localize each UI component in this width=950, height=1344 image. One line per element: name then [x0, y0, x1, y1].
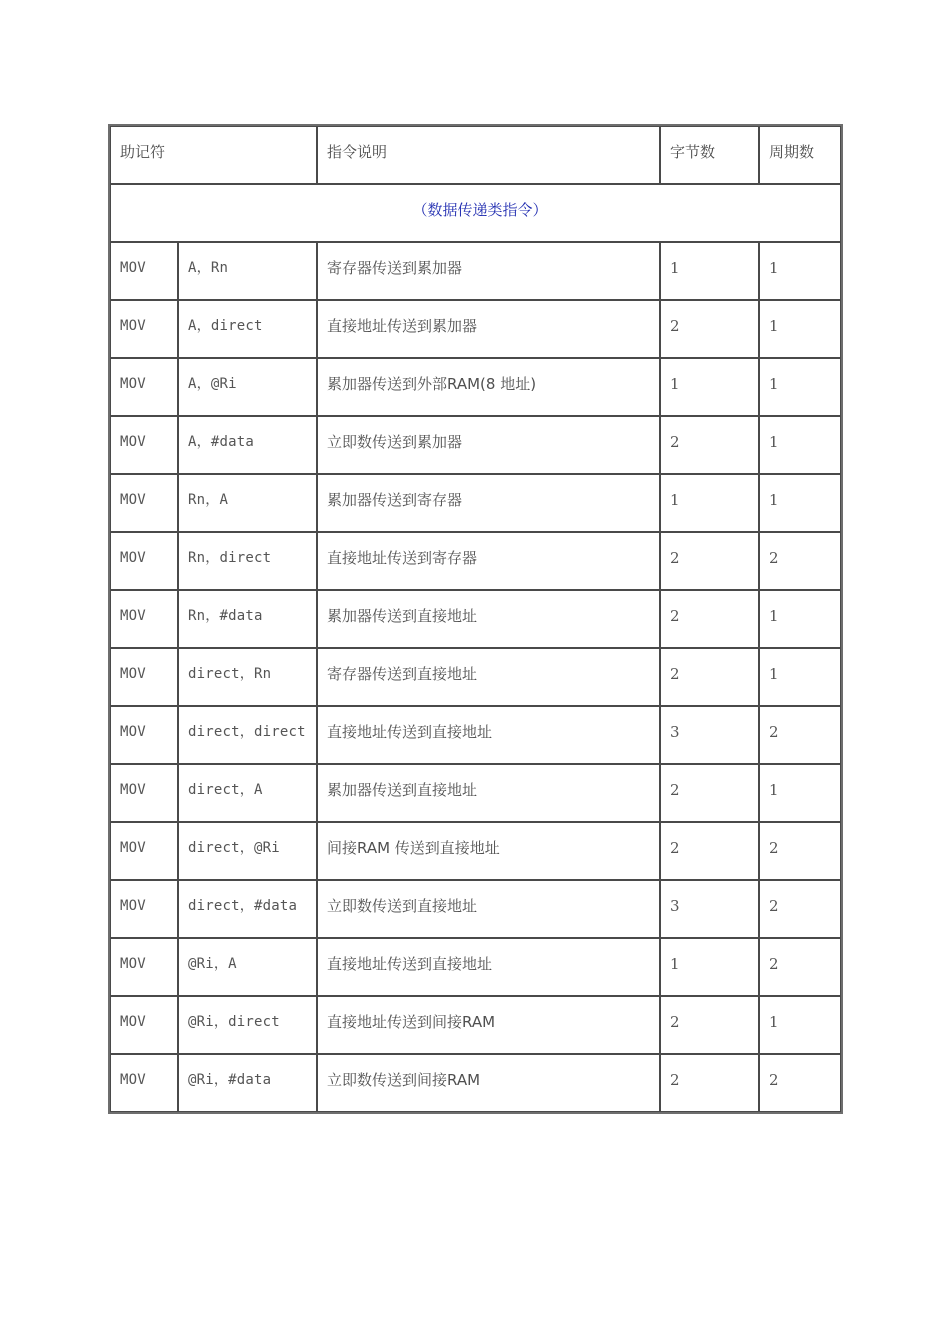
- cycles-cell: [759, 416, 841, 474]
- bytes-cell: [660, 242, 759, 300]
- table-row: [110, 1054, 841, 1112]
- cycles-cell-text: 1: [769, 1013, 779, 1031]
- operands-cell-text: A，Rn: [188, 260, 229, 276]
- table-row: [110, 938, 841, 996]
- table-row: [110, 648, 841, 706]
- table-row: [110, 474, 841, 532]
- operands-cell: [178, 764, 317, 822]
- table-row: [110, 358, 841, 416]
- opcode-cell: [110, 648, 178, 706]
- description-cell-text: 直接地址传送到直接地址: [327, 723, 493, 741]
- operands-cell-text: @Ri，#data: [188, 1072, 272, 1088]
- cycles-cell: [759, 358, 841, 416]
- description-cell: [317, 532, 660, 590]
- cycles-cell-text: 1: [769, 781, 779, 799]
- header-mnemonic: [110, 126, 317, 184]
- bytes-cell: [660, 300, 759, 358]
- operands-cell-text: A，@Ri: [188, 376, 237, 392]
- opcode-cell-text: MOV: [120, 1072, 146, 1088]
- table-row: [110, 532, 841, 590]
- operands-cell: [178, 474, 317, 532]
- cycles-cell: [759, 880, 841, 938]
- cycles-cell: [759, 706, 841, 764]
- operands-cell-text: Rn，A: [188, 492, 229, 508]
- bytes-cell-text: 2: [670, 665, 680, 683]
- opcode-cell: [110, 938, 178, 996]
- description-cell: [317, 590, 660, 648]
- opcode-cell: [110, 1054, 178, 1112]
- cycles-cell-text: 2: [769, 839, 779, 857]
- operands-cell-text: @Ri，direct: [188, 1014, 280, 1030]
- operands-cell: [178, 822, 317, 880]
- bytes-cell: [660, 996, 759, 1054]
- cycles-cell: [759, 590, 841, 648]
- description-cell: [317, 764, 660, 822]
- bytes-cell-text: 2: [670, 433, 680, 451]
- opcode-cell: [110, 880, 178, 938]
- bytes-cell-text: 2: [670, 607, 680, 625]
- cycles-cell: [759, 822, 841, 880]
- description-cell: [317, 416, 660, 474]
- operands-cell: [178, 242, 317, 300]
- opcode-cell: [110, 358, 178, 416]
- bytes-cell: [660, 358, 759, 416]
- bytes-cell-text: 3: [670, 723, 680, 741]
- opcode-cell: [110, 300, 178, 358]
- bytes-cell-text: 1: [670, 955, 680, 973]
- section-row: [110, 184, 841, 242]
- operands-cell: [178, 300, 317, 358]
- header-mnemonic-label: 助记符: [120, 143, 166, 161]
- opcode-cell-text: MOV: [120, 724, 146, 740]
- opcode-cell: [110, 706, 178, 764]
- bytes-cell: [660, 938, 759, 996]
- table-row: [110, 706, 841, 764]
- operands-cell-text: direct，@Ri: [188, 840, 280, 856]
- description-cell-text: 直接地址传送到间接RAM: [327, 1013, 496, 1031]
- cycles-cell-text: 2: [769, 723, 779, 741]
- bytes-cell-text: 2: [670, 839, 680, 857]
- description-cell-text: 寄存器传送到直接地址: [327, 665, 478, 683]
- cycles-cell: [759, 532, 841, 590]
- header-description-label: 指令说明: [327, 143, 388, 161]
- opcode-cell-text: MOV: [120, 318, 146, 334]
- table-row: [110, 300, 841, 358]
- description-cell-text: 立即数传送到累加器: [327, 433, 463, 451]
- description-cell: [317, 938, 660, 996]
- description-cell-text: 累加器传送到外部RAM(8 地址): [327, 375, 537, 393]
- cycles-cell: [759, 300, 841, 358]
- opcode-cell: [110, 242, 178, 300]
- bytes-cell-text: 1: [670, 491, 680, 509]
- cycles-cell-text: 1: [769, 433, 779, 451]
- bytes-cell-text: 2: [670, 1013, 680, 1031]
- opcode-cell-text: MOV: [120, 550, 146, 566]
- opcode-cell-text: MOV: [120, 666, 146, 682]
- cycles-cell-text: 1: [769, 317, 779, 335]
- description-cell: [317, 358, 660, 416]
- opcode-cell: [110, 474, 178, 532]
- bytes-cell-text: 2: [670, 1071, 680, 1089]
- opcode-cell: [110, 764, 178, 822]
- cycles-cell: [759, 996, 841, 1054]
- cycles-cell-text: 1: [769, 607, 779, 625]
- bytes-cell-text: 1: [670, 259, 680, 277]
- description-cell-text: 直接地址传送到寄存器: [327, 549, 478, 567]
- operands-cell-text: direct，#data: [188, 898, 298, 914]
- section-cell: [110, 184, 841, 242]
- table-row: [110, 590, 841, 648]
- cycles-cell: [759, 474, 841, 532]
- bytes-cell: [660, 822, 759, 880]
- table-row: [110, 996, 841, 1054]
- header-row: [110, 126, 841, 184]
- instruction-table: [108, 124, 843, 1114]
- bytes-cell: [660, 1054, 759, 1112]
- description-cell-text: 间接RAM 传送到直接地址: [327, 839, 500, 857]
- opcode-cell-text: MOV: [120, 840, 146, 856]
- bytes-cell: [660, 416, 759, 474]
- description-cell-text: 直接地址传送到累加器: [327, 317, 478, 335]
- description-cell-text: 累加器传送到寄存器: [327, 491, 463, 509]
- operands-cell: [178, 1054, 317, 1112]
- header-cycles-label: 周期数: [769, 143, 815, 161]
- description-cell: [317, 648, 660, 706]
- operands-cell-text: Rn，direct: [188, 550, 272, 566]
- opcode-cell-text: MOV: [120, 898, 146, 914]
- header-bytes-label: 字节数: [670, 143, 716, 161]
- description-cell: [317, 822, 660, 880]
- opcode-cell: [110, 822, 178, 880]
- table-row: [110, 764, 841, 822]
- cycles-cell: [759, 938, 841, 996]
- description-cell-text: 寄存器传送到累加器: [327, 259, 463, 277]
- operands-cell-text: A，#data: [188, 434, 254, 450]
- cycles-cell-text: 2: [769, 549, 779, 567]
- operands-cell: [178, 590, 317, 648]
- cycles-cell: [759, 648, 841, 706]
- opcode-cell: [110, 590, 178, 648]
- header-bytes: [660, 126, 759, 184]
- operands-cell-text: direct，Rn: [188, 666, 272, 682]
- operands-cell-text: A，direct: [188, 318, 263, 334]
- description-cell: [317, 996, 660, 1054]
- header-cycles: [759, 126, 841, 184]
- description-cell-text: 立即数传送到间接RAM: [327, 1071, 481, 1089]
- cycles-cell: [759, 242, 841, 300]
- description-cell: [317, 706, 660, 764]
- operands-cell: [178, 532, 317, 590]
- cycles-cell-text: 1: [769, 375, 779, 393]
- description-cell: [317, 474, 660, 532]
- bytes-cell-text: 2: [670, 317, 680, 335]
- opcode-cell-text: MOV: [120, 492, 146, 508]
- operands-cell-text: direct，direct: [188, 724, 306, 740]
- cycles-cell-text: 1: [769, 665, 779, 683]
- bytes-cell: [660, 648, 759, 706]
- cycles-cell-text: 2: [769, 955, 779, 973]
- cycles-cell: [759, 764, 841, 822]
- bytes-cell-text: 2: [670, 781, 680, 799]
- operands-cell: [178, 648, 317, 706]
- opcode-cell: [110, 996, 178, 1054]
- description-cell-text: 累加器传送到直接地址: [327, 781, 478, 799]
- opcode-cell: [110, 532, 178, 590]
- opcode-cell-text: MOV: [120, 376, 146, 392]
- opcode-cell-text: MOV: [120, 956, 146, 972]
- cycles-cell: [759, 1054, 841, 1112]
- cycles-cell-text: 1: [769, 491, 779, 509]
- table-row: [110, 880, 841, 938]
- bytes-cell-text: 1: [670, 375, 680, 393]
- opcode-cell-text: MOV: [120, 608, 146, 624]
- table-row: [110, 242, 841, 300]
- cycles-cell-text: 1: [769, 259, 779, 277]
- description-cell-text: 直接地址传送到直接地址: [327, 955, 493, 973]
- opcode-cell: [110, 416, 178, 474]
- bytes-cell-text: 3: [670, 897, 680, 915]
- section-title: （数据传递类指令）: [412, 201, 548, 219]
- description-cell-text: 累加器传送到直接地址: [327, 607, 478, 625]
- bytes-cell: [660, 532, 759, 590]
- bytes-cell: [660, 706, 759, 764]
- cycles-cell-text: 2: [769, 897, 779, 915]
- operands-cell: [178, 938, 317, 996]
- bytes-cell-text: 2: [670, 549, 680, 567]
- operands-cell: [178, 880, 317, 938]
- description-cell: [317, 880, 660, 938]
- description-cell: [317, 242, 660, 300]
- operands-cell: [178, 358, 317, 416]
- cycles-cell-text: 2: [769, 1071, 779, 1089]
- opcode-cell-text: MOV: [120, 782, 146, 798]
- bytes-cell: [660, 880, 759, 938]
- bytes-cell: [660, 590, 759, 648]
- operands-cell: [178, 996, 317, 1054]
- operands-cell-text: Rn，#data: [188, 608, 263, 624]
- description-cell: [317, 1054, 660, 1112]
- description-cell: [317, 300, 660, 358]
- description-cell-text: 立即数传送到直接地址: [327, 897, 478, 915]
- operands-cell: [178, 706, 317, 764]
- table-row: [110, 822, 841, 880]
- bytes-cell: [660, 764, 759, 822]
- bytes-cell: [660, 474, 759, 532]
- operands-cell: [178, 416, 317, 474]
- table-row: [110, 416, 841, 474]
- opcode-cell-text: MOV: [120, 434, 146, 450]
- operands-cell-text: direct，A: [188, 782, 263, 798]
- instruction-table-body: [110, 126, 841, 1112]
- opcode-cell-text: MOV: [120, 260, 146, 276]
- opcode-cell-text: MOV: [120, 1014, 146, 1030]
- operands-cell-text: @Ri，A: [188, 956, 237, 972]
- header-description: [317, 126, 660, 184]
